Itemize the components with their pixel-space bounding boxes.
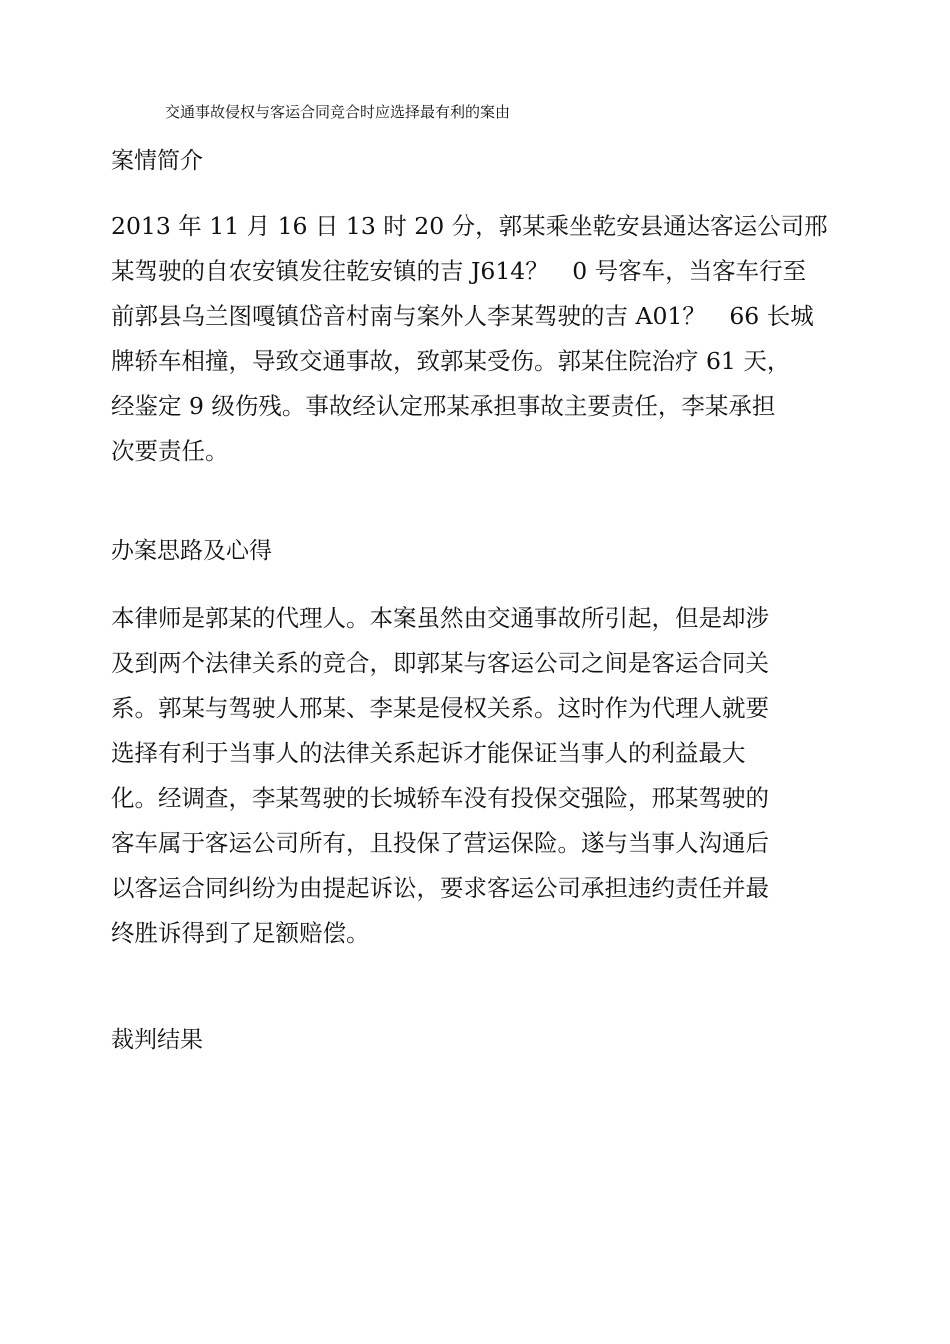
paragraph-line: 经鉴定 9 级伤残。事故经认定邢某承担事故主要责任，李某承担 [111, 392, 776, 420]
document-title: 交通事故侵权与客运合同竞合时应选择最有利的案由 [165, 103, 511, 121]
paragraph-line: 系。郭某与驾驶人邢某、李某是侵权关系。这时作为代理人就要 [111, 694, 769, 722]
paragraph-line: 本律师是郭某的代理人。本案虽然由交通事故所引起，但是却涉 [111, 604, 769, 632]
paragraph-line: 牌轿车相撞，导致交通事故，致郭某受伤。郭某住院治疗 61 天， [111, 347, 791, 375]
paragraph-line: 客车属于客运公司所有，且投保了营运保险。遂与当事人沟通后 [111, 829, 769, 857]
paragraph-line: 次要责任。 [111, 437, 229, 465]
case-summary-paragraph [111, 204, 836, 474]
approach-paragraph [111, 596, 836, 956]
section-heading-approach: 办案思路及心得 [111, 538, 272, 564]
paragraph-line: 及到两个法律关系的竞合，即郭某与客运公司之间是客运合同关 [111, 649, 769, 677]
section-heading-judgment: 裁判结果 [111, 1027, 203, 1053]
paragraph-line: 2013 年 11 月 16 日 13 时 20 分，郭某乘坐乾安县通达客运公司邢 [111, 212, 828, 240]
paragraph-line: 前郭县乌兰图嘎镇岱音村南与案外人李某驾驶的吉 A01？ 66 长城 [111, 302, 814, 330]
paragraph-line: 选择有利于当事人的法律关系起诉才能保证当事人的利益最大 [111, 739, 746, 767]
paragraph-line: 化。经调查，李某驾驶的长城轿车没有投保交强险，邢某驾驶的 [111, 784, 769, 812]
section-heading-case-summary: 案情简介 [111, 148, 203, 174]
paragraph-line: 终胜诉得到了足额赔偿。 [111, 919, 370, 947]
paragraph-line: 以客运合同纠纷为由提起诉讼，要求客运公司承担违约责任并最 [111, 874, 769, 902]
paragraph-line: 某驾驶的自农安镇发往乾安镇的吉 J614？ 0 号客车，当客车行至 [111, 257, 807, 285]
